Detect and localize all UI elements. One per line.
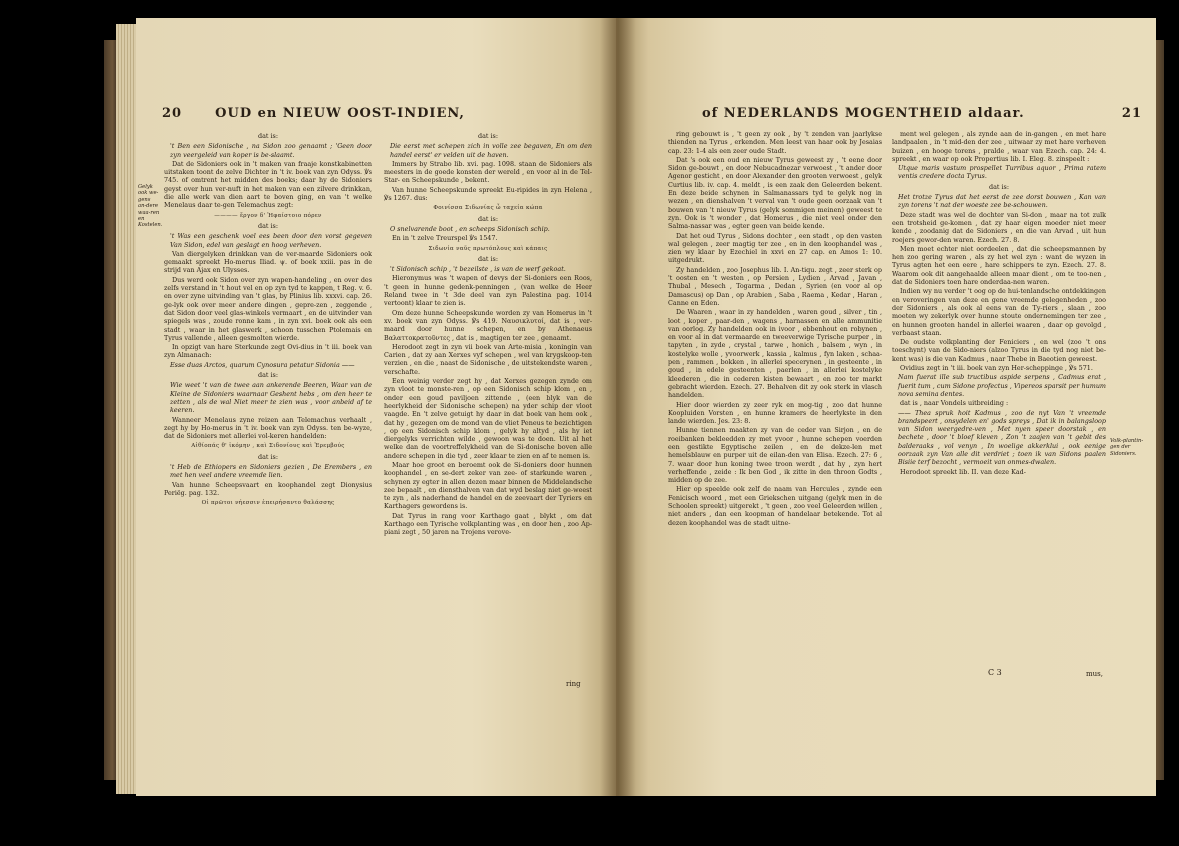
paragraph-quote: 't Ben een Sidonische , na Sidon zoo genaamt ; 'Geen door zyn veergeleid van koper is be-slaamt. bbox=[170, 142, 372, 159]
paragraph-quote: Wie weet 't van de twee aan ankerende Beeren, Waar van de Kleine de Sidoniers waarnaar Geshent hebs , om den heer te zetten , als de wal Niet meer te zien was , voor anbeid af te keeren. bbox=[170, 381, 372, 415]
paragraph-center: dat is: bbox=[478, 254, 498, 263]
paragraph-p: ment wel gelegen , als zynde aan de in-gangen , en met hare landpaalen , in 't mid-den der zee , uitwaar zy met hare verheven buizen , en hooge torens , pralde , waar van Ezech. cap. 24: 4. spreekt , en waar op ook Propertius lib. I. Eleg. 8. zinspeelt : bbox=[892, 130, 1106, 163]
paragraph-p: Wanneer Menelaus zyne reizen aan Telemachus verhaalt , zegt hy by Ho-merus in 't iv. boek van zyn Odyss. ten be-wyze, dat de Sidoniers met allerlei vol-keren handelden: bbox=[164, 415, 372, 441]
paragraph-p: De oudste volkplanting der Feniciers , en wel (zoo 't ons toeschynt) van de Sido-niers (alzoo Tyrus in die tyd nog niet be-kent was) is die van Kadmus , naar Thebe in Baeotien geweest. bbox=[892, 338, 1106, 363]
paragraph-p: Dat het oud Tyrus , Sidons dochter , een stadt , op den vasten wal gelegen , zeer magtig ter zee , en in den koophandel was , zien wy klaar by Ezechiel in xxvi en 27 cap. en Amos 1: 10. uitgedrukt. bbox=[668, 231, 882, 265]
paragraph-p: Ovidius zegt in 't iii. boek van zyn Her-scheppinge , ℣s 571. bbox=[900, 364, 1093, 373]
paragraph-p: Deze stadt was wel de dochter van Si-don , maar na tot zulk een trotsheid ge-komen , dat zy haar eigen moeder niet meer kende , zoodanig dat de Sidoniers , en die van Arvad , uit hun roejers gewor-den waren. Ezech. 27. 8. bbox=[892, 210, 1106, 244]
paragraph-quote: Het trotze Tyrus dat het eerst de zee dorst bouwen , Kan van zyn torens 't nat der woeste zee be-schouwen. bbox=[898, 193, 1106, 210]
paragraph-p: Hier op speelde ook zelf de naam van Hercules , zynde een Fenicisch woord , met een Griekschen uitgang (gelyk men in de Schoolen spreekt) uitgerekt , 't geen , zoo veel Geleerden willen , niet anders , dan een koopman of handelaar betekende. Tot al dezen koophandel was de stadt uitne- bbox=[668, 485, 882, 527]
right-page bbox=[616, 18, 1156, 796]
paragraph-p: Hunne tiennen maakten zy van de ceder van Sirjon , en de roeibanken bekleedden zy met yvoor , hunne schepen voerden een gestikte Egyptische zeilen , en de dekze-len met hemelsblauw en purper uit de eilan-den van Elisa. Ezech. 27: 6 , 7. waar door hun koning twee troon werdt , dat hy , zyn hert verheffende , zeide : Ik ben God , ik zitte in den throon Godts , midden op de zee. bbox=[668, 426, 882, 485]
paragraph-greek: Σιδωνία ναῦς πρωτόπλους καὶ κάπαις bbox=[428, 245, 548, 252]
paragraph-p: In opzigt van hare Sterkunde zegt Ovi-dius in 't iii. boek van zyn Almanach: bbox=[164, 343, 372, 360]
right-running-head: of NEDERLANDS MOGENTHEID aldaar. bbox=[702, 106, 1025, 121]
paragraph-quote: 't Was een geschenk voel ees been door den vorst gegeven Van Sidon, edel van geslagt en hoog verheven. bbox=[170, 232, 372, 249]
paragraph-p: Dat 's ook een oud en nieuw Tyrus geweest zy , 't eene door Sidon ge-bouwt , en door Nebucadnezar verwoest , 't ander door Agenor gesticht , en door Alexander den grooten verwoest , gelyk Curtius lib. iv. cap. 4. meldt , is een zaak den Geleerden bekent. En deze beide schynen in Salmanassars tyd te gelyk nog in wezen , en dienshalven 't verval van 't oude geen oorzaak van 't bouwen van 't nieuw Tyrus (gelyk sommigen meinen) geweest te zyn. Ook is 't wonder , dat Homerus , die niet veel onder den Salma-nassar was , egter geen van beide kende. bbox=[668, 155, 882, 231]
right-page-header bbox=[702, 106, 1142, 121]
right-page-number: 21 bbox=[1121, 106, 1142, 121]
paragraph-p: Herodoot spreekt lib. II. van deze Kad- bbox=[900, 467, 1026, 476]
paragraph-p: Dat de Sidoniers ook in 't maken van fraaje konstkabinetten uitstaken toont de zelve Dichter in 't iv. boek van zyn Odyss. ℣s 745. of omtrent het midden des boeks; daar hy de Sidoniers geyst over hun ver-nuft in het maken van een zilvere drinkkan, die alle werk van dien aart te boven ging, en van 't welke Menelaus daar te-gen Telemachus zegt: bbox=[164, 159, 372, 210]
paragraph-p: Herodoot zegt in zyn vii boek van Arte-misia , koningin van Carien , dat zy aan Xerxes vyf schepen , wel van krygskoop-ten verzien , en die , naast de Sidonische , de uitstekendste waren , verschafte. bbox=[384, 342, 592, 376]
paragraph-p: Indien wy nu verder 't oog op de hui-tenlandsche ontdekkingen en veroveringen van deze en gene vreemde gelegenheden , zoo der Sidoniers , als ook al eens van de Ty-riers , slaan , zoo moeten wy zekerlyk over hunne stoute ondernemingen ter zee , en hunnen grooten handel in allerlei waaren , daar op gevolgd , verbaast staan. bbox=[892, 287, 1106, 337]
right-column-1 bbox=[668, 130, 882, 686]
right-margin-note: Volk-plantin-gen der Sidoniers. bbox=[1110, 438, 1144, 457]
paragraph-greek: Οἱ πρῶτοι νήεσσιν ἐπειρήσαντο θαλάσσης bbox=[201, 500, 335, 507]
paragraph-p: Om deze hunne Scheepskunde worden zy van Homerus in 't xv. boek van zyn Odyss. ℣s 419. Ναυσικλυτοί, dat is , ver-maard door hunne schepen, en by Athenaeus Βαλαττοκρατοῦντες , dat is , magtigen ter zee , genaamt. bbox=[384, 308, 592, 342]
page-stack-edge bbox=[116, 24, 138, 794]
left-column-1 bbox=[164, 130, 372, 678]
paragraph-p: Immers by Strabo lib. xvi. pag. 1098. staan de Sidoniers als meesters in de goede konsten der wereld , en voor al in de Tel-Star- en Scheepskunde , bekent. bbox=[384, 159, 592, 185]
paragraph-p: Hieronymus was 't wapen of devys der Si-doniers een Roos, 't geen in hunne gedenk-penningen , (van welke de Heer Reland twee in 't 3de deel van zyn Palestina pag. 1014 vertoont) klaar te zien is. bbox=[384, 274, 592, 308]
paragraph-greek: Αἰθίοπάς θ' ἱκόμην , καὶ Σιδονίους καὶ Ἐρεμβούς bbox=[191, 443, 345, 450]
left-running-head: OUD en NIEUW OOST-INDIEN, bbox=[215, 106, 465, 121]
paragraph-quote: Die eerst met schepen zich in volle zee begaven, En om den handel eerst' er velden uit de haven. bbox=[390, 142, 592, 159]
paragraph-center: dat is: bbox=[989, 182, 1009, 191]
paragraph-p: Van hunne Scheepskunde spreekt Eu-ripides in zyn Helena , ℣s 1267. dus: bbox=[384, 185, 592, 203]
paragraph-quote: O snelvarende boot , en scheeps Sidonisch schip. bbox=[390, 224, 550, 233]
right-column-2 bbox=[892, 130, 1106, 670]
left-page bbox=[136, 18, 616, 796]
page-signature: C 3 bbox=[988, 668, 1002, 677]
paragraph-quote: Esse duas Arctos, quarum Cynosura petatur Sidonia —— bbox=[170, 360, 355, 369]
paragraph-quote: —— Thea spruk hoit Kadmus , zoo de nyt Van 't vreemde brandspeert , onsydelen en' gods spreys , Dat ik in balangsloop van Sidon weergedre-ven , Met nyen speer doorstak , en bechete , door 't bloef kleven , Zon 't zaajen van 't gebit des balderaaks , vol venyn , In woelige akkerklui , ook eenige oorzaak zyn Van alle dit verdriet ; toen ik van Sidons paalen Bisiie terf bezocht , vermoeit van onmes-dwalen. bbox=[898, 408, 1106, 467]
paragraph-center: dat is: bbox=[478, 132, 498, 140]
paragraph-p: Van diergelyken drinkkan van de ver-maarde Sidoniers ook gemaakt spreekt Ho-merus Iliad. ψ. of boek xxiii. pas in de strijd van Ajax en Ulysses. bbox=[164, 249, 372, 275]
paragraph-quote: Utque maris vastum prospellet Turribus aquor , Prima ratem ventis credere docta Tyrus. bbox=[898, 164, 1106, 181]
paragraph-p: De Waaren , waar in zy handelden , waren goud , silver , tin , loot , koper , paar-den , wagens , harnassen en alle ammunitie van oorlog. Zy handelden ook in ivoor , ebbenhout en robynen , en voor al in dat vermaarde en tweeverwige Tyrische purper , in tapyten , in zyde , crystal , tarwe , honich , balsem , wyn , in kostelyke wolle , yvoorwerk , kassia , kalmus , fyn laken , schaa-pen , rammen , bokken , in allerlei specerynen , in gesteente , in goud , in edele gesteenten , paerlen , in allerlei kostelyke kleederen , die in cederen kisten bewaart , en zoo ter markt gebracht wierden. Ezech. 27. Behalven dit zy ook sterk in vlasch handelden. bbox=[668, 308, 882, 400]
right-catchword: mus, bbox=[1086, 670, 1103, 678]
left-page-number: 20 bbox=[162, 106, 183, 121]
paragraph-p: Zy handelden , zoo Josephus lib. I. An-tiqu. zegt , zeer sterk op 't oosten en 't westen , op Persien , Lydien , Arvad , Javan , Thubal , Mesech , Togarma , Dedan , Syrien (en voor al op Damascus) op Dan , op Arabien , Saba , Raema , Kedar , Haran , Canne en Eden. bbox=[668, 265, 882, 307]
paragraph-p: Hier door wierden zy zeer ryk en mog-tig , zoo dat hunne Koopluiden Vorsten , en hunne kramers de heerlykste in den lande wierden. Jes. 23: 8. bbox=[668, 400, 882, 426]
left-column-2 bbox=[384, 130, 592, 682]
paragraph-p: Dus werd ook Sidon over zyn wapen-handeling , en over des zelfs verstand in 't hout vel en op zyn tyd te kappen, t Reg. v. 6. en over zyne uitvinding van 't glas, by Plinius lib. xxxvi. cap. 26. ge-lyk ook over meer andere dingen , gepre-zen , zeggende , dat Sidon door veel glas-winkels vermaart , en de uitvinder van spiegels was , zoude ronne kam , in zyn xvi. boek ook als een stadt , waar in het glaswerk , schoon tusschen Ptolemais en Tyrus vallende , alleen gesmolten wierde. bbox=[164, 275, 372, 342]
paragraph-quote: 't Heb de Ethiopers en Sidoniers gezien , De Erembers , en met hen veel andere vreemde lien. bbox=[170, 462, 372, 480]
paragraph-p: dat is , naar Vondels uitbreiding : bbox=[900, 399, 1009, 408]
paragraph-p: Maar hoe groot en beroemt ook de Si-doniers door hunnen koophandel , en se-dert zeker van zee- of starkunde waren , schynen zy egter in allen dezen maar binnen de Middelandsche zee bepaalt , en diensthalven van dat wyd beslag niet ge-weest te zyn , als naderhand de handel en de zeevaart der Tyriers en Karthagers gewordens is. bbox=[384, 460, 592, 511]
left-page-header bbox=[162, 106, 465, 121]
paragraph-p: Van hunne Scheepsvaart en koophandel zegt Dionysius Periëg. pag. 132. bbox=[164, 480, 372, 497]
paragraph-center: dat is: bbox=[258, 452, 278, 461]
paragraph-p: Een weinig verder zegt hy , dat Xerxes gezegen zynde om zyn vloot te monste-ren , op een Sidonisch schip klom , en , onder een goud paviljoen zittende , (een blyk van de heerlykheid der Sidonische schepen) na yder schip der vloot vaagde. En 't zelve getuigt hy daar in dat boek van hem ook , dat hy , gezegen om de mond van de vliet Peneus te bezichtigen , op een Sidonisch schip klom , gelyk hy altyd , als hy iet diergelyks verrichten wilde , gewoon was te doen. Uit al het welke dan de voortreffelykheid van de Si-donische boven alle andere schepen in die tyd , zeer klaar te zien en af te nemen is. bbox=[384, 377, 592, 460]
paragraph-center: dat is: bbox=[258, 132, 278, 140]
paragraph-center: dat is: bbox=[478, 214, 498, 223]
gutter-shadow bbox=[600, 18, 636, 796]
paragraph-p: En in 't zelve Treurspel ℣s 1547. bbox=[392, 234, 498, 243]
paragraph-quote: Nam fuerat ille sub tructibus aspide serpens , Cadmus erat , fuerit tum , cum Sidone profectus , Vipereos sparsit per humum nova semina dentes. bbox=[898, 373, 1106, 398]
left-margin-note: Gelyk ook we-gens an-dere waa-ren en Kostelen. bbox=[138, 184, 163, 229]
paragraph-p: Men moet echter niet oordeelen , dat die scheepsmannen by hen zoo gering waren , als zy het wel zyn : want de wyzen in Tyrus agten het een eere , hare schippers te zyn. Ezech. 27. 8. Waarom ook dit aangehaalde alleen maar dient , om te too-nen , dat de Sidoniers toen hare onderdaa-nen waren. bbox=[892, 244, 1106, 287]
paragraph-center: dat is: bbox=[258, 221, 278, 230]
paragraph-p: Dat Tyrus in rang voor Karthago gaat , blykt , om dat Karthago een Tyrische volkplanting was , en door hen , zoo Ap-piani zegt , 50 jaren na Trojens verove- bbox=[384, 511, 592, 537]
left-catchword: ring bbox=[566, 680, 581, 688]
paragraph-p: ring gebouwt is , 't geen zy ook , by 't zenden van jaarlykse thienden na Tyrus , erkenden. Men leest van haar ook by Jesaias cap. 23: 1-4 als een zeer oude Stadt. bbox=[668, 130, 882, 155]
paragraph-greek: Φοινίσσα Σιδωνίας ὦ ταχεία κώπα bbox=[433, 205, 543, 212]
paragraph-quote: 't Sidonisch schip , 't bezeilste , is van de werf gekoat. bbox=[390, 265, 566, 274]
paragraph-greek: ———— ἔργον δ' Ἡφαίστοιο πόρεν bbox=[214, 212, 322, 219]
paragraph-center: dat is: bbox=[258, 371, 278, 380]
